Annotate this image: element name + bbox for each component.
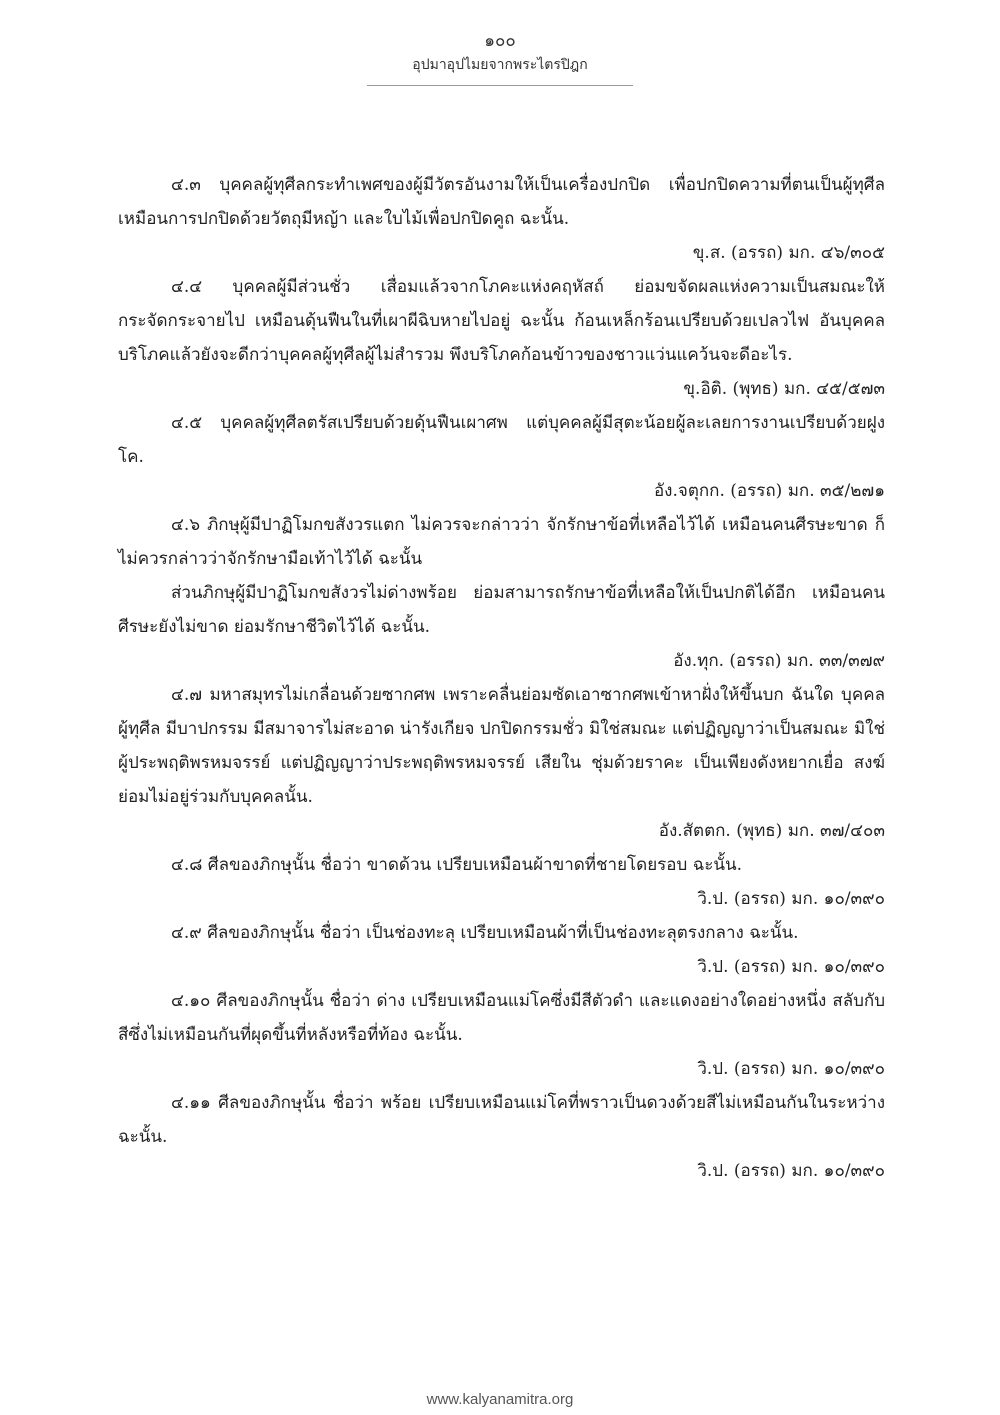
citation-4-6: อัง.ทุก. (อรรถ) มก. ๓๓/๓๗๙	[673, 651, 885, 671]
paragraph-4-6: ๔.๖ ภิกษุผู้มีปาฏิโมกขสังวรแตก ไม่ควรจะกล่าวว่า จักรักษาข้อที่เหลือไว้ได้ เหมือนคนศีรษะขาด ก็ไม่ควรกล่าวว่าจักรักษามือเท้าไว้ได้ ฉะนั้น	[118, 515, 885, 569]
paragraph-4-9: ๔.๙ ศีลของภิกษุนั้น ชื่อว่า เป็นช่องทะลุ เปรียบเหมือนผ้าที่เป็นช่องทะลุตรงกลาง ฉะนั้น.	[171, 923, 799, 943]
website-footer: www.kalyanamitra.org	[426, 1391, 574, 1408]
paragraph-4-11: ๔.๑๑ ศีลของภิกษุนั้น ชื่อว่า พร้อย เปรียบเหมือนแม่โคที่พราวเป็นดวงด้วยสีไม่เหมือนกันในระหว่าง ฉะนั้น.	[118, 1093, 885, 1147]
citation-4-11: วิ.ป. (อรรถ) มก. ๑๐/๓๙๐	[697, 1161, 885, 1181]
book-title: อุปมาอุปไมยจากพระไตรปิฎก	[412, 57, 588, 73]
page-header	[0, 30, 1000, 86]
paragraph-4-7: ๔.๗ มหาสมุทรไม่เกลื่อนด้วยซากศพ เพราะคลื่นย่อมซัดเอาซากศพเข้าหาฝั่งให้ขึ้นบก ฉันใด บุคคลผู้ทุศีล มีบาปกรรม มีสมาจารไม่สะอาด น่ารังเกียจ ปกปิดกรรมชั่ว มิใช่สมณะ แต่ปฏิญญาว่าเป็นสมณะ มิใช่ผู้ประพฤติพรหมจรรย์ แต่ปฏิญญาว่าประพฤติพรหมจรรย์ เสียใน ชุ่มด้วยราคะ เป็นเพียงดังหยากเยื่อ สงฆ์ย่อมไม่อยู่ร่วมกับบุคคลนั้น.	[118, 685, 885, 807]
paragraph-4-8: ๔.๘ ศีลของภิกษุนั้น ชื่อว่า ขาดด้วน เปรียบเหมือนผ้าขาดที่ชายโดยรอบ ฉะนั้น.	[171, 855, 743, 875]
page-number: ๑๐๐	[484, 31, 516, 51]
header-divider	[367, 85, 633, 86]
citation-4-10: วิ.ป. (อรรถ) มก. ๑๐/๓๙๐	[697, 1059, 885, 1079]
document-body	[118, 168, 885, 1188]
paragraph-4-6-continued: ส่วนภิกษุผู้มีปาฏิโมกขสังวรไม่ด่างพร้อย ย่อมสามารถรักษาข้อที่เหลือให้เป็นปกติได้อีก เหมือนคนศีรษะยังไม่ขาด ย่อมรักษาชีวิตไว้ได้ ฉะนั้น.	[118, 583, 885, 637]
paragraph-4-10: ๔.๑๐ ศีลของภิกษุนั้น ชื่อว่า ด่าง เปรียบเหมือนแม่โคซึ่งมีสีตัวดำ และแดงอย่างใดอย่างหนึ่ง สลับกับสีซึ่งไม่เหมือนกันที่ผุดขึ้นที่หลังหรือที่ท้อง ฉะนั้น.	[118, 991, 885, 1045]
citation-4-3: ขุ.ส. (อรรถ) มก. ๔๖/๓๐๕	[692, 243, 885, 263]
citation-4-7: อัง.สัตตก. (พุทธ) มก. ๓๗/๔๐๓	[658, 821, 885, 841]
citation-4-8: วิ.ป. (อรรถ) มก. ๑๐/๓๙๐	[697, 889, 885, 909]
paragraph-4-3: ๔.๓ บุคคลผู้ทุศีลกระทำเพศของผู้มีวัตรอันงามให้เป็นเครื่องปกปิด เพื่อปกปิดความที่ตนเป็นผู้ทุศีล เหมือนการปกปิดด้วยวัตถุมีหญ้า และใบไม้เพื่อปกปิดคูถ ฉะนั้น.	[118, 175, 885, 229]
citation-4-4: ขุ.อิติ. (พุทธ) มก. ๔๕/๕๗๓	[683, 379, 885, 399]
citation-4-9: วิ.ป. (อรรถ) มก. ๑๐/๓๙๐	[697, 957, 885, 977]
citation-4-5: อัง.จตุกก. (อรรถ) มก. ๓๕/๒๗๑	[653, 481, 885, 501]
paragraph-4-4: ๔.๔ บุคคลผู้มีส่วนชั่ว เสื่อมแล้วจากโภคะแห่งคฤหัสถ์ ย่อมขจัดผลแห่งความเป็นสมณะให้กระจัดกระจายไป เหมือนดุ้นฟืนในที่เผาผีฉิบหายไปอยู่ ฉะนั้น ก้อนเหล็กร้อนเปรียบด้วยเปลวไฟ อันบุคคลบริโภคแล้วยังจะดีกว่าบุคคลผู้ทุศีลผู้ไม่สำรวม พึงบริโภคก้อนข้าวของชาวแว่นแคว้นจะดีอะไร.	[118, 277, 885, 365]
paragraph-4-5: ๔.๕ บุคคลผู้ทุศีลตรัสเปรียบด้วยดุ้นฟืนเผาศพ แต่บุคคลผู้มีสุตะน้อยผู้ละเลยการงานเปรียบด้วยฝูงโค.	[118, 413, 885, 467]
